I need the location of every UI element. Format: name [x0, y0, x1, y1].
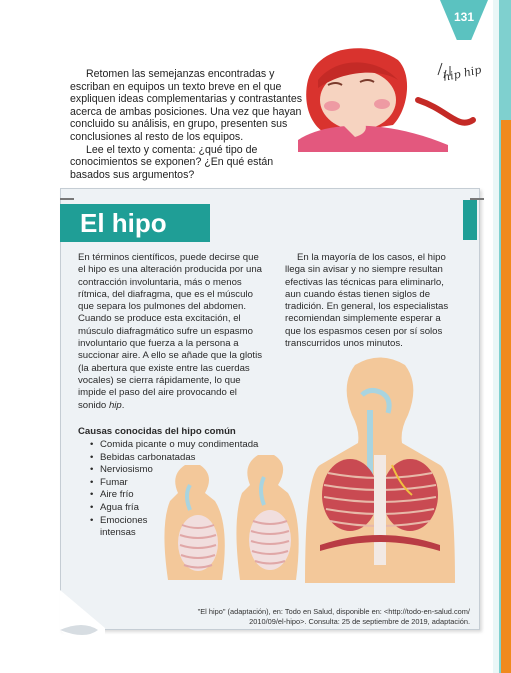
causes-heading: Causas conocidas del hipo común: [78, 426, 236, 437]
cause-item: • Agua fría: [90, 502, 258, 515]
column-1-end: .: [121, 399, 125, 411]
cause-item: • Nerviosismo: [90, 464, 258, 477]
article-column-1: [78, 252, 263, 412]
column-1-text: En términos científicos, puede decirse que el hipo es una alteración producida por una contracción involuntaria, más o menos rítmica, del diafragma, que es el músculo que separa los pulmones del abdomen. Cuando se produce esta excitación, el músculo diafragmático sufre un espasmo involuntario que fuerza a la persona a succionar aire. A ello se añade que la glotis (la abertura que existe entre las cuerdas vocales) se cierra rápidamente, lo que impide el paso del aire provocando el sonido: [78, 252, 263, 411]
intro-paragraph-1: Retomen las semejanzas encontradas y escriban en equipos un texto breve en el que expliquen ideas complementarias y contrastantes acerca de ambas posiciones. Una vez que hayan concluido su análisis, en grupo, presenten sus conclusiones al resto de los equipos.: [70, 68, 303, 143]
page-edge-orange: [501, 120, 511, 673]
cause-item: • Aire frío: [90, 489, 258, 502]
article-column-2: En la mayoría de los casos, el hipo llega sin avisar y no siempre resultan efectivas las técnicas para eliminarlo, aun cuando éstas tienen siglos de tradición. En general, los especialistas recomiendan simplemente esperar a que los espasmos cesen por sí solos transcurridos unos minutos.: [285, 252, 449, 350]
cause-item: • Comida picante o muy condimentada: [90, 439, 258, 452]
title-accent-marker: [463, 200, 477, 240]
cause-item: • Bebidas carbonatadas: [90, 452, 258, 465]
intro-text: [70, 68, 310, 181]
card-pin-left: [60, 198, 74, 200]
citation-line-2: 2010/09/el-hipo>. Consulta: 25 de septiembre de 2019, adaptación.: [249, 617, 470, 626]
citation: [170, 607, 470, 627]
cause-item: • Fumar: [90, 477, 258, 490]
article-title: El hipo: [80, 208, 167, 238]
citation-line-1: "El hipo" (adaptación), en: Todo en Salud, disponible en: <http://todo-en-salud.com/: [197, 607, 470, 616]
column-1-italic-word: hip: [108, 399, 122, 411]
cause-item-continuation: intensas: [100, 527, 136, 539]
girl-hiccup-illustration: [298, 40, 498, 152]
anatomy-figure-small-1: [160, 465, 230, 580]
page-curl-decoration: [53, 590, 105, 645]
anatomy-figure-small-2: [232, 455, 304, 580]
hiccup-sound-text: hip hip: [441, 63, 483, 84]
anatomy-figure-large: [300, 355, 460, 583]
cause-item: • Emociones: [90, 515, 258, 528]
intro-paragraph-2: Lee el texto y comenta: ¿qué tipo de conocimientos se exponen? ¿En qué están basados sus argumentos?: [70, 143, 274, 181]
page-number: 131: [453, 10, 475, 24]
